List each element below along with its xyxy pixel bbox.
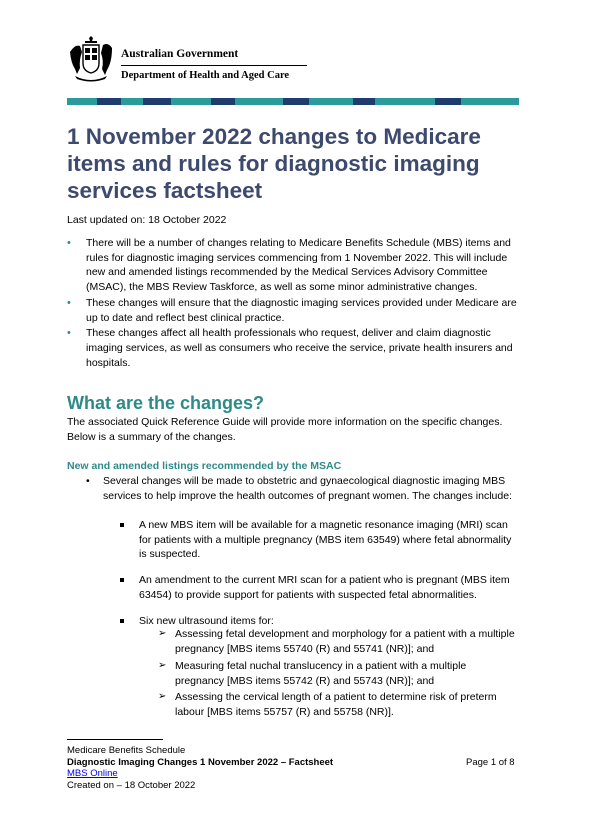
ultrasound-item-text: Assessing the cervical length of a patient to determine risk of preterm labour [MBS items 55757 (R) and 55758 (NR)]. [175,691,497,718]
arrow-bullet-icon: ➢ [158,628,167,639]
square-bullet-icon [120,619,124,623]
footer-created: Created on – 18 October 2022 [67,779,196,791]
ultrasound-item-text: Assessing fetal development and morphology for a patient with a multiple pregnancy [MBS items 55740 (R) and 55741 (NR)]; and [175,628,515,655]
mbs-online-link[interactable]: MBS Online [67,768,118,779]
coat-of-arms-icon [67,36,115,82]
footer-divider [67,739,163,740]
section-intro: The associated Quick Reference Guide will provide more information on the specific changes. Below is a summary of the changes. [67,416,503,443]
department-name: Department of Health and Aged Care [121,70,290,81]
bullet-icon: • [86,475,90,487]
list-item: • There will be a number of changes relating to Medicare Benefits Schedule (MBS) items and rules for diagnostic imaging services commencing from 1 November 2022. This will include new and amended listings recommended by the Medical Services Advisory Committee (MSAC), the MBS Review Taskforce, as well as some minor administrative changes. [67,236,522,295]
sub-item-text: An amendment to the current MRI scan for a patient who is pregnant (MBS item 63454) to provide support for patients with suspected fetal abnormalities. [139,574,510,601]
intro-bullet-list [67,236,522,371]
sub-item-text: A new MBS item will be available for a magnetic resonance imaging (MRI) scan for patients with a multiple pregnancy (MBS item 63549) where fetal abnormality is suspected. [139,519,512,561]
arrow-bullet-icon: ➢ [158,660,167,671]
page-title: 1 November 2022 changes to Medicare items and rules for diagnostic imaging services factsheet [67,124,481,203]
square-bullet-icon [120,578,124,582]
decorative-stripe [67,98,519,105]
msac-bullet [86,474,522,503]
sub-item-text: Six new ultrasound items for: [139,615,274,627]
list-item [158,659,518,688]
list-item [158,627,518,656]
list-item [158,690,518,719]
footer [67,745,333,791]
square-bullet-icon [120,523,124,527]
last-updated: Last updated on: 18 October 2022 [67,214,227,226]
section-subheading: New and amended listings recommended by the MSAC [67,460,342,472]
arrow-bullet-icon: ➢ [158,691,167,702]
list-item: • These changes affect all health professionals who request, deliver and claim diagnostic imaging services, as well as consumers who receive the service, private health insurers and hospitals. [67,326,522,370]
header-divider [121,65,307,66]
list-item [120,573,520,602]
government-name: Australian Government [121,48,239,60]
list-item: • These changes will ensure that the diagnostic imaging services provided under Medicare are up to date and reflect best clinical practice. [67,296,522,325]
footer-schedule: Medicare Benefits Schedule [67,745,186,756]
ultrasound-item-text: Measuring fetal nuchal translucency in a patient with a multiple pregnancy [MBS items 55742 (R) and 55743 (NR)]; and [175,660,467,687]
list-item [120,518,520,562]
government-header [67,36,307,82]
page-number: Page 1 of 8 [466,757,515,768]
footer-document-title: Diagnostic Imaging Changes 1 November 2022 – Factsheet [67,756,334,768]
section-heading: What are the changes? [67,393,265,413]
msac-bullet-text: Several changes will be made to obstetric and gynaecological diagnostic imaging MBS services to help improve the health outcomes of pregnant women. The changes include: [103,475,512,502]
